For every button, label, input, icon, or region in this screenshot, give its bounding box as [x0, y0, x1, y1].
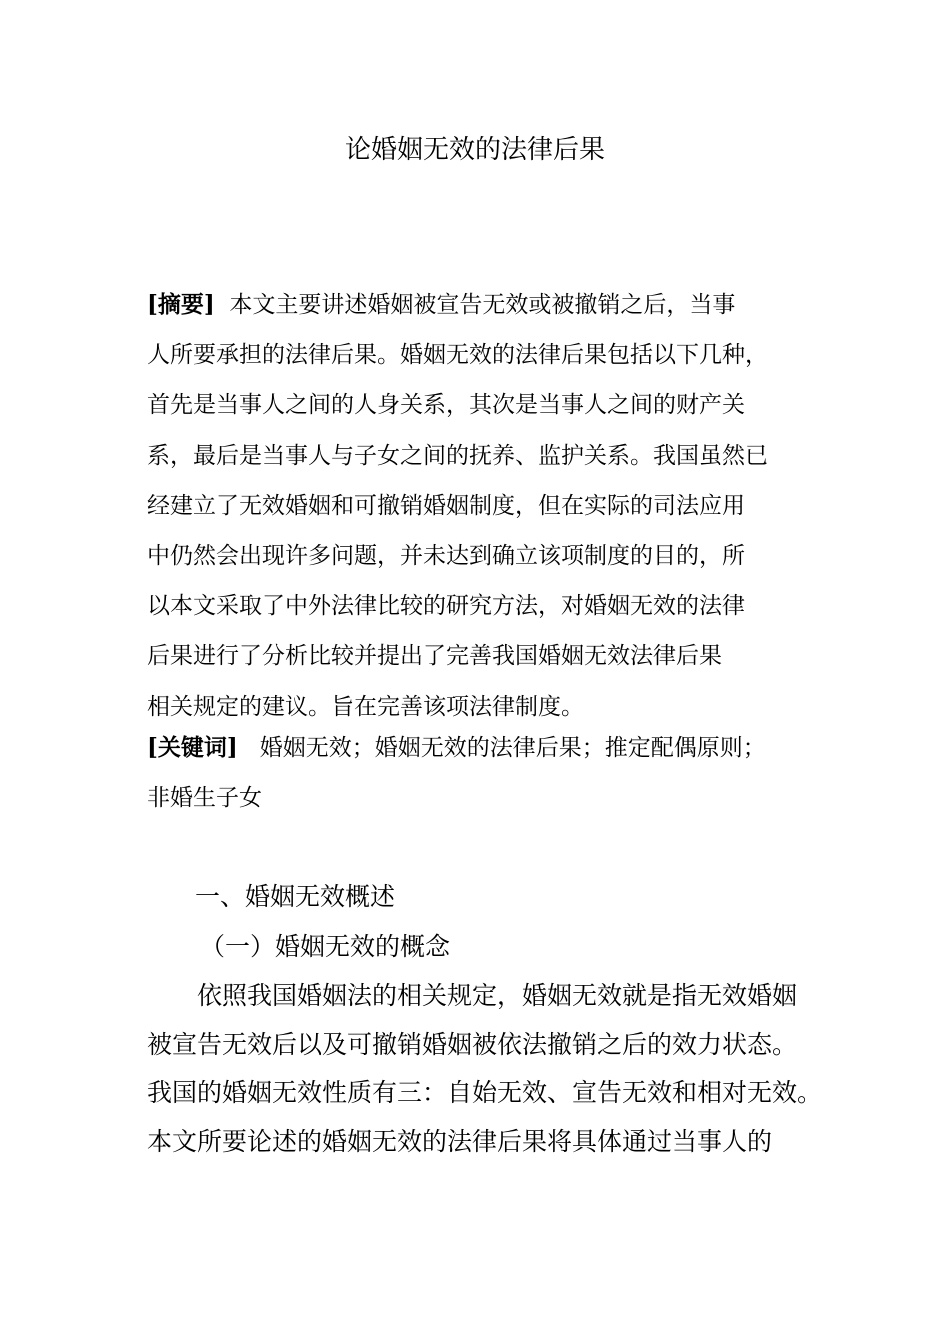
- section-heading: 一、婚姻无效概述: [195, 882, 396, 911]
- keywords-line: 非婚生子女: [147, 785, 262, 811]
- document-title: 论婚姻无效的法律后果: [344, 135, 605, 165]
- abstract-label: [摘要]: [147, 291, 215, 318]
- abstract-line: 中仍然会出现许多问题，并未达到确立该项制度的目的，所: [147, 542, 745, 569]
- abstract-line: 人所要承担的法律后果。婚姻无效的法律后果包括以下几种，: [147, 342, 768, 369]
- keywords-label: [关键词]: [147, 734, 238, 761]
- abstract-text: 本文主要讲述婚姻被宣告无效或被撤销之后，当事: [229, 292, 736, 318]
- abstract-line: [147, 280, 817, 330]
- keywords-line: [147, 723, 827, 773]
- abstract-line: 首先是当事人之间的人身关系，其次是当事人之间的财产关: [147, 392, 745, 419]
- abstract-line: 以本文采取了中外法律比较的研究方法，对婚姻无效的法律: [147, 593, 745, 620]
- abstract-line: 相关规定的建议。旨在完善该项法律制度。: [147, 693, 584, 720]
- paragraph-line: 依照我国婚姻法的相关规定，婚姻无效就是指无效婚姻: [197, 981, 798, 1010]
- paragraph-line: 我国的婚姻无效性质有三：自始无效、宣告无效和相对无效。: [147, 1078, 823, 1107]
- abstract-line: 系，最后是当事人与子女之间的抚养、监护关系。我国虽然已: [147, 442, 768, 469]
- paragraph-line: 被宣告无效后以及可撤销婚姻被依法撤销之后的效力状态。: [147, 1029, 798, 1059]
- keywords-text: 婚姻无效；婚姻无效的法律后果；推定配偶原则；: [259, 735, 766, 761]
- keywords-block: [147, 723, 827, 823]
- abstract-line: 经建立了无效婚姻和可撤销婚姻制度，但在实际的司法应用: [147, 492, 745, 519]
- abstract-block: [147, 280, 817, 732]
- body-paragraph: [147, 972, 827, 1166]
- paragraph-line: 本文所要论述的婚姻无效的法律后果将具体通过当事人的: [147, 1126, 773, 1156]
- abstract-line: 后果进行了分析比较并提出了完善我国婚姻无效法律后果: [147, 643, 722, 670]
- subsection-heading: （一）婚姻无效的概念: [200, 932, 451, 961]
